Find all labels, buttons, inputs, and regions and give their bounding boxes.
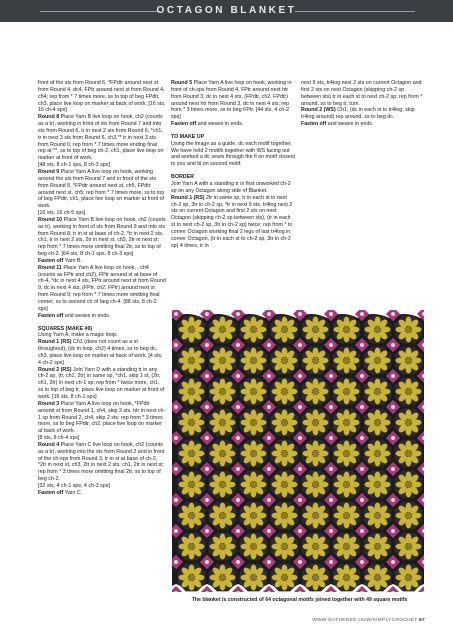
octagon-center [282,575,288,581]
square-center [205,374,209,378]
square-center [267,498,271,502]
square-center [329,405,333,409]
square-center [360,312,364,316]
octagon-center [344,544,350,550]
octagon-center [282,482,288,488]
square-center [360,467,364,471]
square-center [205,498,209,502]
round-label: Fasten off [38,489,64,496]
instruction-paragraph [38,265,166,313]
square-center [236,312,240,316]
square-center [236,467,240,471]
blanket-illustration [172,310,424,592]
instruction-paragraph [38,313,166,320]
square-center [360,343,364,347]
square-center [174,498,178,502]
square-center [267,405,271,409]
octagon-center [282,389,288,395]
instruction-text: Place Yarn B live loop on hook, ch2 (counts as a tr), working in front of sts from Round 7 and into sts from Round 6, tr in next 2 sts from Round 6, *ch1, tr in next 3 sts from Round 6, ch3,** tr in next 3 sts from Round 6; rep from * 7 times more ending final rep at **, ss to top of beg ch-2, ch1, place live loop on marker at front of work. [38,114,164,162]
column-1 [38,80,166,497]
round-label: Round 2 (WS) [301,107,336,114]
square-center [391,343,395,347]
square-center [360,498,364,502]
square-center [236,405,240,409]
octagon-center [189,482,195,488]
octagon-center [313,482,319,488]
octagon-center [220,358,226,364]
square-center [360,529,364,533]
octagon-center [189,575,195,581]
square-center [267,436,271,440]
square-center [298,529,302,533]
instruction-text: next 9 sts, tr4tog next 2 sts on current Octagon and first 2 sts on next Octagon (skipping ch-2 sp between sts) tr in each st to next ch-2 sp; rep from * around, ss to beg tr, turn. [301,80,423,107]
octagon-center [220,482,226,488]
instruction-paragraph [171,195,295,250]
octagon-center [406,451,412,457]
square-center [391,529,395,533]
octagon-center [282,513,288,519]
octagon-center [375,420,381,426]
square-center [174,374,178,378]
round-label: Round 8 [38,114,60,121]
square-center [236,374,240,378]
octagon-center [406,482,412,488]
instruction-text: and weave in ends. [326,121,374,128]
square-center [298,343,302,347]
octagon-center [313,513,319,519]
page-title: OCTAGON BLANKET [156,5,297,16]
instruction-text: [32 sts, 4 ch-1 sps, 4 ch-3 sps] [38,482,110,489]
square-center [391,436,395,440]
square-center [391,405,395,409]
square-center [329,498,333,502]
octagon-center [344,420,350,426]
square-center [391,467,395,471]
instruction-text: front of the sts from Round 6, *FPdtr around next st from Round 4, dc4, FPtr around next st from Round 4, ch4; rep from * 7 times more, ss to top of beg FPdtr, ch3, place live loop on marker at back of work. [16 sts, 16 ch-4 sps] [38,80,166,114]
square-center [329,467,333,471]
column-3 [301,80,423,128]
octagon-center [375,544,381,550]
square-center [205,343,209,347]
octagon-center [313,327,319,333]
octagon-center [282,544,288,550]
octagon-center [375,575,381,581]
photo-caption: The blanket is constructed of 64 octagonal motifs joined together with 49 square motifs [191,597,408,603]
octagon-center [406,358,412,364]
round-label: Fasten off [171,121,197,128]
round-label: Round 3 [38,400,60,407]
octagon-center [189,389,195,395]
round-label: Round 4 [38,441,60,448]
instruction-paragraph [38,80,166,114]
instruction-paragraph [38,332,166,339]
instruction-paragraph [38,483,166,490]
round-label: Round 5 [171,80,193,86]
instruction-paragraph [38,401,166,435]
square-center [267,374,271,378]
square-center [298,467,302,471]
instruction-text: Place Yarn A live loop on hook, working in front of ch-sps from Round 4, FPtr around next htr from Round 3, dc in next 4 sts, (FPdtr, ch2, FPdtr) around next htr from Round 3, dc in next 4 sts; rep from * 3 times more, ss to beg FPtr. [44 sts, 4 ch-2 sps] [171,80,292,121]
square-center [205,436,209,440]
round-label: Round 2 (RS) [38,366,72,373]
instruction-paragraph [171,181,295,195]
octagon-center [406,513,412,519]
round-label: Round 11 [38,264,62,271]
instruction-text: Join Yarn A with a standing tr in first unworked ch-2 sp on any Octagon along side of Blanket. [171,180,291,194]
octagon-center [406,575,412,581]
square-center [360,405,364,409]
square-center [236,436,240,440]
square-center [329,436,333,440]
square-center [205,405,209,409]
section-heading: BORDER [171,174,194,181]
octagon-center [282,327,288,333]
page-footer [312,618,425,623]
square-center [298,405,302,409]
octagon-center [220,513,226,519]
square-center [205,529,209,533]
instruction-text: Using Yarn A, make a magic loop. [38,332,118,339]
round-label: Fasten off [301,121,327,128]
square-center [391,374,395,378]
instruction-paragraph [38,367,166,401]
square-center [236,498,240,502]
octagon-center [375,482,381,488]
square-center [329,374,333,378]
round-label: Fasten off [38,257,64,264]
instruction-text: [8 sts, 8 ch-4 sps] [38,435,80,442]
instruction-text: and weave in ends. [196,121,244,128]
square-center [205,560,209,564]
instruction-text: Ch1, (dc in each st to tr4tog, skip tr4tog around) rep around, ss to beg dc. [301,107,415,121]
octagon-center [282,358,288,364]
octagon-center [313,575,319,581]
round-label: Fasten off [38,312,64,319]
instruction-text: Place Yarn A live loop on hook, *FPdtr around st from Round 1, ch4, skip 2 sts, htr in next ch-1 sp from Round 2, ch4, skip 2 sts; rep from * 3 times more, ss to beg FPdtr, ch2, place live loop on marker at back of work. [38,400,166,435]
square-center [329,560,333,564]
octagon-center [375,451,381,457]
section-heading: TO MAKE UP [171,133,205,140]
square-center [236,529,240,533]
square-center [298,374,302,378]
column-2 [171,80,295,249]
header-band [0,0,453,22]
octagon-center [313,544,319,550]
octagon-center [220,327,226,333]
square-center [267,529,271,533]
square-center [205,312,209,316]
instruction-text: Join Yarn D with a standing tr in any ch-2 sp, (tr, ch1, 2tr) in same sp, *ch1, skip 1 st, (2tr, ch1, 2tr) in next ch-1 sp; rep from * twice more, ch1, ss to top of beg tr, place live loop on marker at front of work. [16 sts, 8 ch-1 sps] [38,366,165,400]
square-center [298,436,302,440]
square-center [391,560,395,564]
octagon-center [220,544,226,550]
instruction-text: Place Yarn B live loop on hook, ch2 (counts as tr), working in front of sts from Round 9 and into sts from Round 8, tr in st at base of ch-2, *tr in next 2 sts, ch1, tr in next 2 sts, 2tr in next st, ch3, 2tr in next st; rep from * 7 times more omitting final 2tr, ss to top of beg ch-2. [64 sts, 8 ch-1 sps, 8 ch-3 sps] [38,216,166,258]
octagon-center [251,451,257,457]
octagon-center [220,451,226,457]
round-label: Round 1 (RS) [171,194,205,201]
instruction-text: 2tr in same sp, tr in each st to next ch-2 sp, 3tr in ch-2 sp, *tr in next 9 sts, tr4tog next 2 sts on current Octagon and first 2 sts on next Octagon (skipping ch-2 sp between sts), (tr in each st to next ch-2 sp, 3tr in ch-2 sp) twice; rep from * to corner Octagon working final 2 legs of last tr4tog in corner Octagon, (tr in each st to ch-2 sp, 3tr in ch-2 sp) 4 times, tr in [171,194,293,249]
octagon-center [313,451,319,457]
square-center [205,467,209,471]
octagon-center [251,575,257,581]
square-center [174,405,178,409]
octagon-center [189,420,195,426]
square-center [360,374,364,378]
octagon-center [344,389,350,395]
octagon-center [406,544,412,550]
instruction-paragraph [38,217,166,258]
octagon-center [251,389,257,395]
round-label: Round 9 [38,168,60,175]
instruction-paragraph [38,114,166,162]
octagon-center [406,420,412,426]
octagon-center [251,327,257,333]
section-heading: SQUARES (MAKE 49) [38,325,93,332]
instruction-paragraph [38,435,166,442]
instruction-paragraph [171,141,295,168]
square-center [329,343,333,347]
octagon-center [406,389,412,395]
square-center [236,560,240,564]
instruction-paragraph [38,162,166,169]
octagon-center [344,327,350,333]
instruction-paragraph [38,490,166,497]
instruction-paragraph [171,80,295,121]
instruction-text: Yarn B. [63,257,82,264]
octagon-center [344,575,350,581]
octagon-center [313,358,319,364]
square-center [298,560,302,564]
octagon-center [189,358,195,364]
square-center [174,343,178,347]
octagon-center [189,544,195,550]
square-center [174,436,178,440]
instruction-paragraph [38,339,166,366]
octagon-center [220,389,226,395]
instruction-paragraph [38,169,166,210]
square-center [360,560,364,564]
square-center [391,498,395,502]
instruction-text: Place Yarn A live loop on hook, , ch4 (counts as FPtr and ch2), FPtr around st at base of ch-4, *dc in next 4 sts, FPtr around next st from Round 9, dc in next 4 sts, (FPtr, ch2, FPtr) around next st from Round 9; rep from * 7 times more omitting final corner, ss to second ch of beg ch-4. [88 sts, 8 ch-2 sps] [38,264,166,312]
octagon-center [189,327,195,333]
square-center [267,312,271,316]
instruction-paragraph [171,121,295,128]
square-center [267,560,271,564]
instruction-paragraph [301,107,423,121]
instruction-text: [16 sts, 16 ch-5 sps] [38,210,86,217]
instruction-text: Place Yarn A live loop on hook, working around the sts from Round 7 and in front of the sts from Round 8, *FPdtr around next st, ch5, FPdtr around next st, ch5; rep from * 7 times more, ss to top of beg FPdtr, ch1, place live loop on marker at front of work. [38,168,165,210]
square-center [236,343,240,347]
octagon-center [375,513,381,519]
instruction-text: Ch1 (does not count as a st throughout), (dc in loop, ch2) 4 times, ss to beg dc, ch3, place live loop on marker at back of work. [4 sts, 4 ch-2 sps] [38,339,163,366]
square-center [298,498,302,502]
square-center [329,312,333,316]
square-center [174,529,178,533]
square-center [329,529,333,533]
footer-url: WWW.GATHERED.HOW/SIMPLYCROCHET [312,618,418,623]
instruction-text: Using the image as a guide, dc each motif together. We have held 2 motifs together with WS facing out and worked a dc seam through the fl on motif closest to you and bl on second motif. [171,140,295,168]
blanket-photo [172,310,424,592]
octagon-center [375,358,381,364]
square-center [267,467,271,471]
square-center [174,312,178,316]
instruction-paragraph [38,442,166,483]
square-center [360,436,364,440]
octagon-center [251,544,257,550]
octagon-center [282,420,288,426]
instruction-paragraph [38,210,166,217]
square-center [391,312,395,316]
octagon-center [251,420,257,426]
octagon-center [375,389,381,395]
square-center [267,343,271,347]
instruction-text: and weave in ends. [63,312,111,319]
octagon-center [375,327,381,333]
octagon-center [220,575,226,581]
square-center [174,467,178,471]
instruction-text: [48 sts, 8 ch-1 sps, 8 ch-3 sps] [38,162,110,169]
octagon-center [189,451,195,457]
octagon-center [313,420,319,426]
page-number: 67 [419,618,425,623]
instruction-paragraph [301,80,423,107]
instruction-text: Place Yarn C live loop on hook, ch2 (counts as a tr), working into the sts from Round 2 and in front of the ch-sps from Round 3, tr in st at base of ch-2, *2tr in next st, ch3, 2tr in next 2 sts, ch1, 2tr in next st; rep from * 3 times more omitting final 2tr, ss to top of beg ch-2. [38,441,165,483]
octagon-center [220,420,226,426]
instruction-paragraph [301,121,423,128]
instruction-paragraph [38,258,166,265]
octagon-center [251,482,257,488]
octagon-center [251,513,257,519]
octagon-center [344,358,350,364]
octagon-center [251,358,257,364]
round-label: Round 10 [38,216,63,223]
square-center [298,312,302,316]
octagon-center [344,482,350,488]
octagon-center [189,513,195,519]
octagon-center [344,451,350,457]
octagon-center [282,451,288,457]
square-center [174,560,178,564]
octagon-center [313,389,319,395]
round-label: Round 1 (RS) [38,339,72,346]
instruction-text: Yarn C. [63,489,83,496]
octagon-center [406,327,412,333]
octagon-center [344,513,350,519]
